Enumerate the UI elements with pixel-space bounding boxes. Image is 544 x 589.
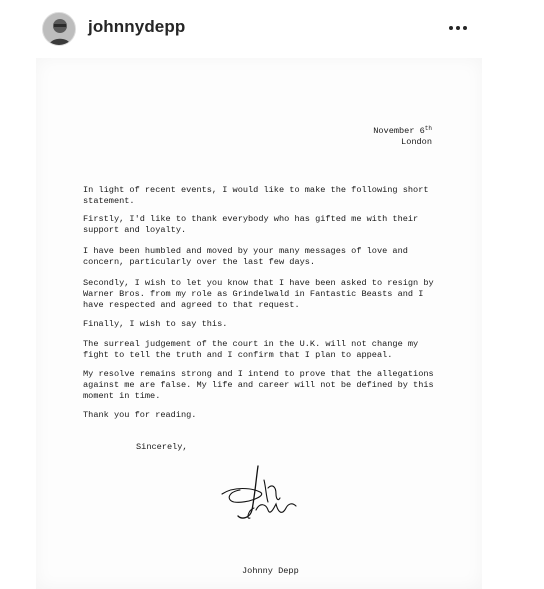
more-options-button[interactable]: [446, 16, 470, 40]
post-image: [36, 58, 482, 589]
handwritten-signature: [212, 458, 302, 528]
paragraph-5: Finally, I wish to say this.: [83, 319, 228, 329]
letter-date: [373, 126, 432, 148]
paragraph-7: My resolve remains strong and I intend to prove that the allegations against me are false. My life and career will not be defined by this moment in time.: [83, 369, 434, 401]
paragraph-4: Secondly, I wish to let you know that I have been asked to resign by Warner Bros. from my role as Grindelwald in Fantastic Beasts and I have respected and agreed to that request.: [83, 278, 434, 310]
post-header: [0, 0, 544, 58]
username-link[interactable]: johnnydepp: [88, 17, 186, 36]
more-horizontal-icon: [449, 26, 453, 30]
paragraph-8: Thank you for reading.: [83, 410, 197, 420]
paragraph-2: Firstly, I'd like to thank everybody who has gifted me with their support and loyalty.: [83, 214, 419, 235]
signed-name: Johnny Depp: [242, 566, 299, 576]
paragraph-1: In light of recent events, I would like to make the following short statement.: [83, 185, 429, 206]
avatar-image: [43, 13, 76, 46]
paragraph-3: I have been humbled and moved by your many messages of love and concern, particularly over the last few days.: [83, 246, 408, 267]
date-suffix: th: [424, 125, 432, 132]
typed-letter: [36, 58, 482, 589]
date-city: London: [401, 137, 432, 147]
date-day: November 6: [373, 126, 425, 136]
paragraph-6: The surreal judgement of the court in the U.K. will not change my fight to tell the truth and I confirm that I plan to appeal.: [83, 339, 419, 360]
closing-line: Sincerely,: [136, 442, 188, 452]
profile-avatar[interactable]: [42, 12, 76, 46]
